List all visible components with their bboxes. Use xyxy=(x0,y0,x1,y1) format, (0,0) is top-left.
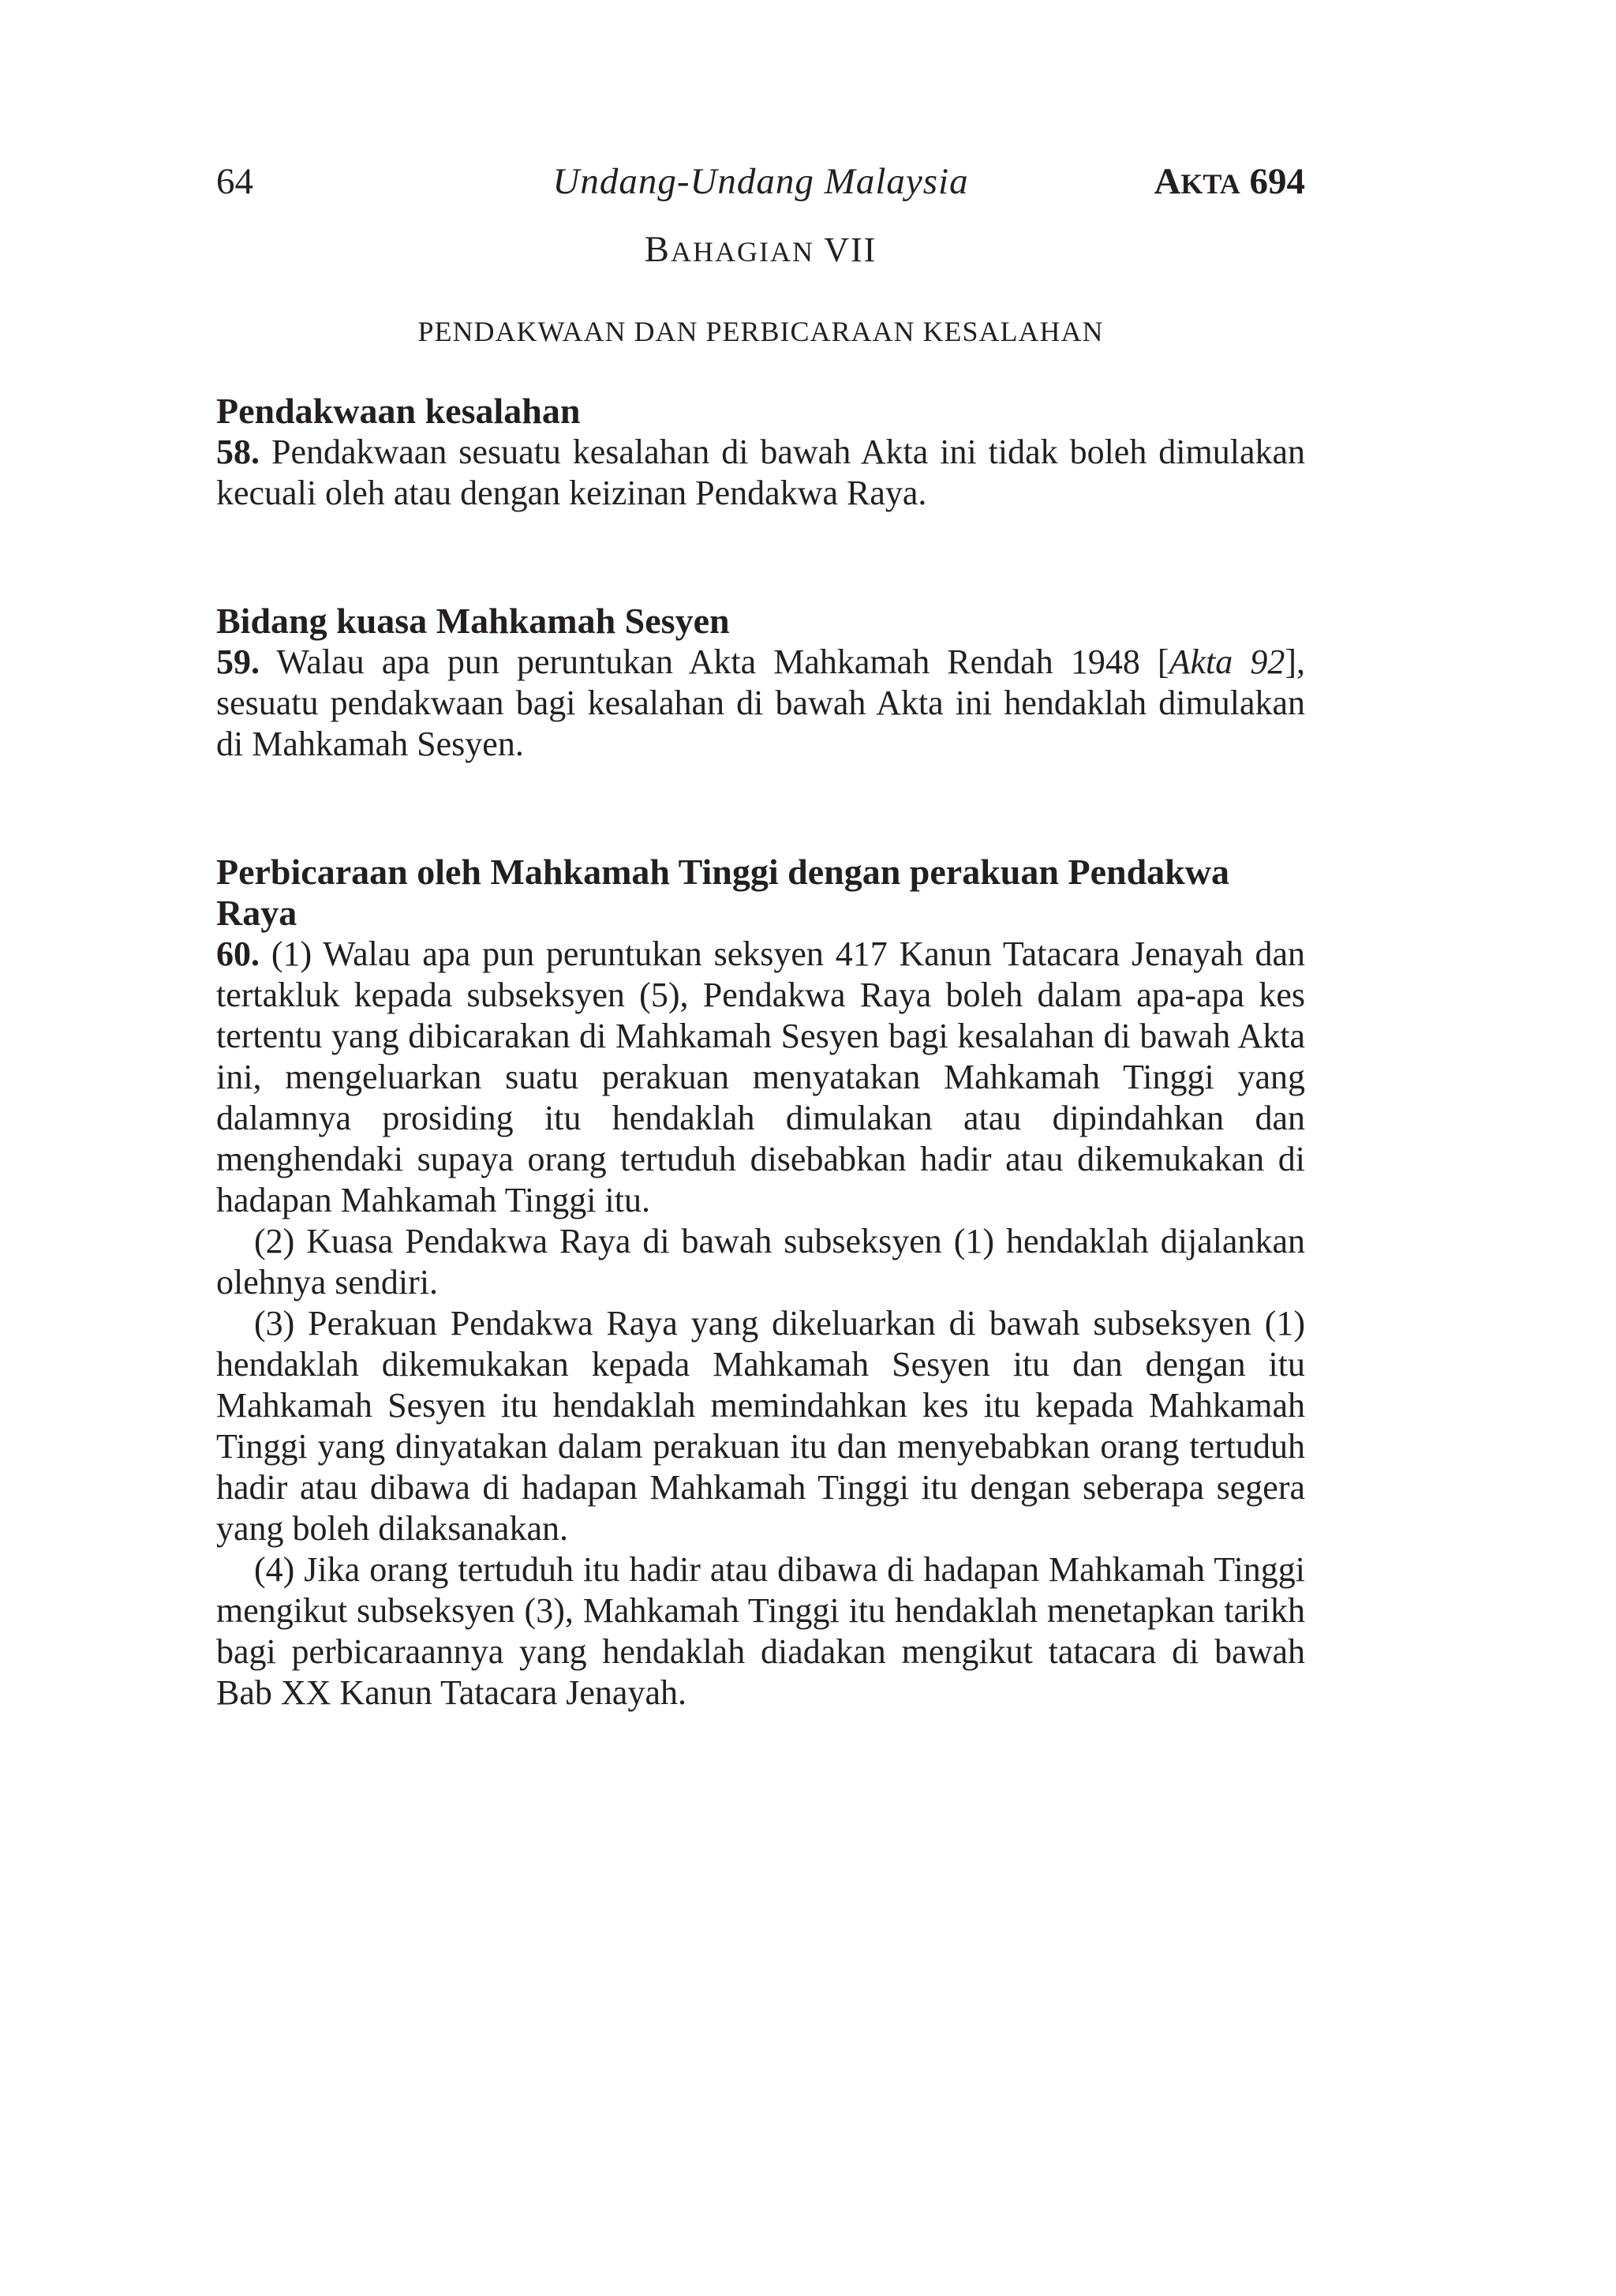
section-58-body: Pendakwaan sesuatu kesalahan di bawah Akta ini tidak boleh dimulakan kecuali oleh atau dengan keizinan Pendakwa Raya. xyxy=(216,433,1306,512)
act-label-initial: A xyxy=(1154,161,1181,202)
part-label-rest: AHAGIAN xyxy=(671,236,815,268)
section-58-heading: Pendakwaan kesalahan xyxy=(216,391,581,431)
page-number: 64 xyxy=(216,161,253,202)
publication-title: Undang-Undang Malaysia xyxy=(552,161,969,202)
section-58-text xyxy=(216,432,1305,514)
part-label-initial: B xyxy=(644,229,671,270)
section-60-number: 60. xyxy=(216,935,260,973)
section-60-subsection-2: (2) Kuasa Pendakwa Raya di bawah subseksyen (1) hendaklah dijalankan olehnya sendiri. xyxy=(216,1222,1305,1302)
part-number xyxy=(216,227,1305,274)
section-59-text xyxy=(216,642,1305,765)
section-58-number: 58. xyxy=(216,433,260,471)
part-roman-numeral: VII xyxy=(824,230,877,269)
part-title: PENDAKWAAN DAN PERBICARAAN KESALAHAN xyxy=(417,316,1104,347)
act-number-value: 694 xyxy=(1249,161,1305,202)
document-page xyxy=(216,158,1305,1714)
section-59-body-end: ], sesuatu pendakwaan bagi kesalahan di bawah Akta ini hendaklah dimulakan di Mahkamah Sesyen. xyxy=(216,642,1305,763)
section-59-heading: Bidang kuasa Mahkamah Sesyen xyxy=(216,601,730,641)
section-60-subsection-3: (3) Perakuan Pendakwa Raya yang dikeluarkan di bawah subseksyen (1) hendaklah dikemukakan kepada Mahkamah Sesyen itu dan dengan itu Mahkamah Sesyen itu hendaklah memindahkan kes itu kepada Mahkamah Tinggi yang dinyatakan dalam perakuan itu dan menyebabkan orang tertuduh hadir atau dibawa di hadapan Mahkamah Tinggi itu dengan seberapa segera yang boleh dilaksanakan. xyxy=(216,1304,1305,1548)
section-60-subsection-1 xyxy=(216,934,1305,1221)
section-59-body-start: Walau apa pun peruntukan Akta Mahkamah Rendah 1948 [ xyxy=(276,642,1169,681)
running-header xyxy=(216,158,1305,205)
section-60-subsection-1-body: (1) Walau apa pun peruntukan seksyen 417 Kanun Tatacara Jenayah dan tertakluk kepada subseksyen (5), Pendakwa Raya boleh dalam apa-apa kes tertentu yang dibicarakan di Mahkamah Sesyen bagi kesalahan di bawah Akta ini, mengeluarkan suatu perakuan menyatakan Mahkamah Tinggi yang dalamnya prosiding itu hendaklah dimulakan atau dipindahkan dan menghendaki supaya orang tertuduh disebabkan hadir atau dikemukakan di hadapan Mahkamah Tinggi itu. xyxy=(216,935,1305,1219)
section-60-subsection-4: (4) Jika orang tertuduh itu hadir atau dibawa di hadapan Mahkamah Tinggi mengikut subseksyen (3), Mahkamah Tinggi itu hendaklah menetapkan tarikh bagi perbicaraannya yang hendaklah diadakan mengikut tatacara di bawah Bab XX Kanun Tatacara Jenayah. xyxy=(216,1550,1305,1712)
section-59-number: 59. xyxy=(216,642,260,681)
act-label-rest: KTA xyxy=(1180,168,1240,200)
section-59-act-reference: Akta 92 xyxy=(1169,642,1285,681)
act-number xyxy=(1154,158,1305,208)
section-60-heading: Perbicaraan oleh Mahkamah Tinggi dengan perakuan Pendakwa Raya xyxy=(216,852,1229,933)
